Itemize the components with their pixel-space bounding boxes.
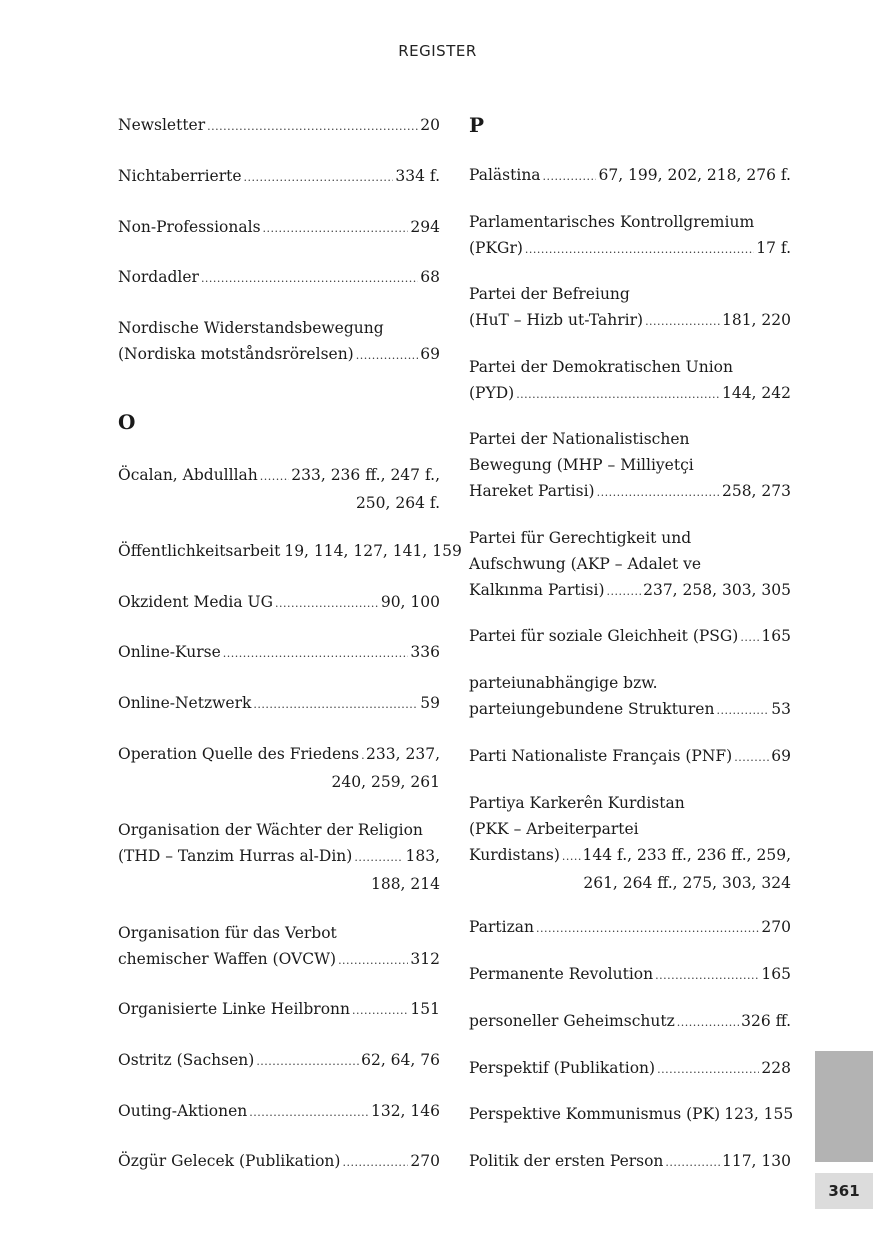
entry-term-line: Partiya Karkerên Kurdistan [469,794,685,812]
index-entry [118,996,440,1024]
leader-dots [223,641,409,667]
entry-term: Permanente Revolution [469,965,654,983]
entry-pages-continued: 261, 264 ff., 275, 303, 324 [583,874,791,892]
leader-dots [249,1100,369,1126]
entry-term-line: Partei der Demokratischen Union [469,358,733,376]
entry-term: Partizan [469,918,534,936]
entry-term-line: Aufschwung (AKP – Adalet ve [469,555,702,573]
leader-dots [516,382,720,408]
entry-term: Online-Netzwerk [118,694,252,712]
entry-term: Nichtaberrierte [118,167,242,185]
entry-pages: 336 [410,643,440,661]
entry-pages: 270 [761,918,791,936]
entry-term: Perspektive Kommunismus (PK) [469,1105,721,1123]
index-entry [118,462,440,516]
leader-dots [352,998,408,1024]
entry-pages: 19, 114, 127, 141, 159 [284,542,462,560]
index-entry [118,639,440,667]
entry-term: Özgür Gelecek (Publikation) [118,1152,341,1170]
leader-dots [740,625,759,651]
entry-pages-continued: 240, 259, 261 [331,773,440,791]
entry-term-line: Organisation der Wächter der Religion [118,821,423,839]
index-entry [118,741,440,795]
entry-pages-continued: 250, 264 f. [355,494,440,512]
index-entry [469,426,791,506]
index-entry [469,1148,791,1176]
entry-pages: 237, 258, 303, 305 [643,581,791,599]
leader-dots [356,343,419,369]
index-entry [469,209,791,263]
index-entry [118,112,440,140]
entry-pages: 67, 199, 202, 218, 276 f. [598,166,791,184]
entry-pages: 90, 100 [380,593,440,611]
section-letter: P [469,113,485,137]
entry-term: (PYD) [469,384,515,402]
entry-term-line: Parlamentarisches Kontrollgremium [469,213,755,231]
entry-term: Parti Nationaliste Français (PNF) [469,747,733,765]
entry-pages-continued: 188, 214 [370,875,440,893]
index-entry [469,743,791,771]
leader-dots [677,1010,739,1036]
index-entry [118,214,440,242]
index-entry [118,1148,440,1176]
leader-dots [256,1049,359,1075]
entry-term: Politik der ersten Person [469,1152,664,1170]
leader-dots [645,309,720,335]
entry-term-line: Organisation für das Verbot [118,924,337,942]
leader-dots [665,1150,720,1176]
entry-term: Perspektif (Publikation) [469,1059,656,1077]
leader-dots [253,692,418,718]
leader-dots [716,698,769,724]
index-entry [118,1098,440,1126]
entry-pages: 53 [771,700,791,718]
entry-term: Non-Professionals [118,218,261,236]
entry-term: Öcalan, Abdulllah [118,466,258,484]
index-entry [469,1101,794,1129]
entry-pages: 165 [761,965,791,983]
index-entry [118,690,440,718]
entry-pages: 183, [405,847,440,865]
entry-pages: 59 [420,694,440,712]
entry-term: Operation Quelle des Friedens [118,745,360,763]
index-entry [469,162,791,190]
entry-term: Outing-Aktionen [118,1102,248,1120]
index-entry [469,914,791,942]
entry-pages: 151 [410,1000,440,1018]
entry-pages: 326 ff. [741,1012,791,1030]
entry-term: (THD – Tanzim Hurras al-Din) [118,847,353,865]
leader-dots [263,216,409,242]
entry-pages: 68 [420,268,440,286]
entry-term: personeller Geheimschutz [469,1012,675,1030]
entry-pages: 20 [420,116,440,134]
entry-term: Nordadler [118,268,199,286]
entry-pages: 69 [420,345,440,363]
entry-term: Kalkınma Partisi) [469,581,605,599]
entry-term: Hareket Partisi) [469,482,595,500]
index-entry [118,1047,440,1075]
entry-term-line: Bewegung (MHP – Milliyetçi [469,456,694,474]
leader-dots [207,114,418,140]
entry-term-line: Partei der Befreiung [469,285,630,303]
entry-term: Online-Kurse [118,643,221,661]
index-entry [118,920,440,974]
running-header: REGISTER [398,42,477,60]
entry-term: Palästina [469,166,541,184]
entry-term: (PKGr) [469,239,523,257]
index-entry [118,817,440,897]
leader-dots [536,916,759,942]
entry-term-line: Partei für Gerechtigkeit und [469,529,692,547]
entry-term: Okzident Media UG [118,593,273,611]
entry-pages: 123, 155 [724,1105,794,1123]
entry-pages: 62, 64, 76 [361,1051,440,1069]
leader-dots [525,237,754,263]
entry-term: parteiungebundene Strukturen [469,700,715,718]
entry-pages: 312 [410,950,440,968]
entry-pages: 270 [410,1152,440,1170]
entry-pages: 228 [761,1059,791,1077]
leader-dots [201,266,418,292]
index-entry [118,264,440,292]
thumb-index-tab [815,1051,873,1162]
entry-pages: 181, 220 [721,311,791,329]
entry-pages: 233, 237, [366,745,440,763]
entry-term: Partei für soziale Gleichheit (PSG) [469,627,739,645]
entry-pages: 132, 146 [370,1102,440,1120]
index-entry [469,670,791,724]
leader-dots [734,745,769,771]
entry-term: Organisierte Linke Heilbronn [118,1000,351,1018]
index-entry [469,1008,791,1036]
entry-pages: 258, 273 [721,482,791,500]
leader-dots [562,844,581,870]
entry-pages: 69 [771,747,791,765]
leader-dots [260,464,289,490]
entry-pages: 233, 236 ff., 247 f., [291,466,440,484]
leader-dots [338,948,408,974]
entry-term: chemischer Waffen (OVCW) [118,950,337,968]
entry-term-line: Nordische Widerstandsbewegung [118,319,384,337]
index-entry [469,623,791,651]
entry-term: Kurdistans) [469,846,560,864]
section-letter: O [118,410,136,434]
index-entry [469,790,791,896]
index-entry [118,589,440,617]
index-entry [469,354,791,408]
page-number: 361 [815,1173,873,1209]
entry-term: (Nordiska motståndsrörelsen) [118,345,354,363]
entry-term-line: Partei der Nationalistischen [469,430,690,448]
index-entry [469,961,791,989]
leader-dots [354,845,403,871]
index-entry [469,281,791,335]
index-entry [118,163,440,191]
entry-pages: 117, 130 [721,1152,791,1170]
entry-pages: 144 f., 233 ff., 236 ff., 259, [582,846,791,864]
leader-dots [275,591,379,617]
entry-term-line: (PKK – Arbeiterpartei [469,820,639,838]
index-entry [118,315,440,369]
leader-dots [244,165,394,191]
leader-dots [655,963,759,989]
entry-term: Newsletter [118,116,206,134]
entry-pages: 144, 242 [721,384,791,402]
leader-dots [543,164,597,190]
leader-dots [342,1150,408,1176]
index-entry [469,1055,791,1083]
leader-dots [597,480,720,506]
entry-pages: 334 f. [395,167,440,185]
entry-term: (HuT – Hizb ut-Tahrir) [469,311,644,329]
entry-term: Ostritz (Sachsen) [118,1051,255,1069]
index-entry [469,525,791,605]
leader-dots [361,743,364,769]
entry-pages: 17 f. [756,239,791,257]
leader-dots [607,579,642,605]
index-entry [118,538,462,566]
entry-pages: 165 [761,627,791,645]
entry-pages: 294 [410,218,440,236]
entry-term: Öffentlichkeitsarbeit [118,542,281,560]
leader-dots [657,1057,759,1083]
entry-term-line: parteiunabhängige bzw. [469,674,658,692]
